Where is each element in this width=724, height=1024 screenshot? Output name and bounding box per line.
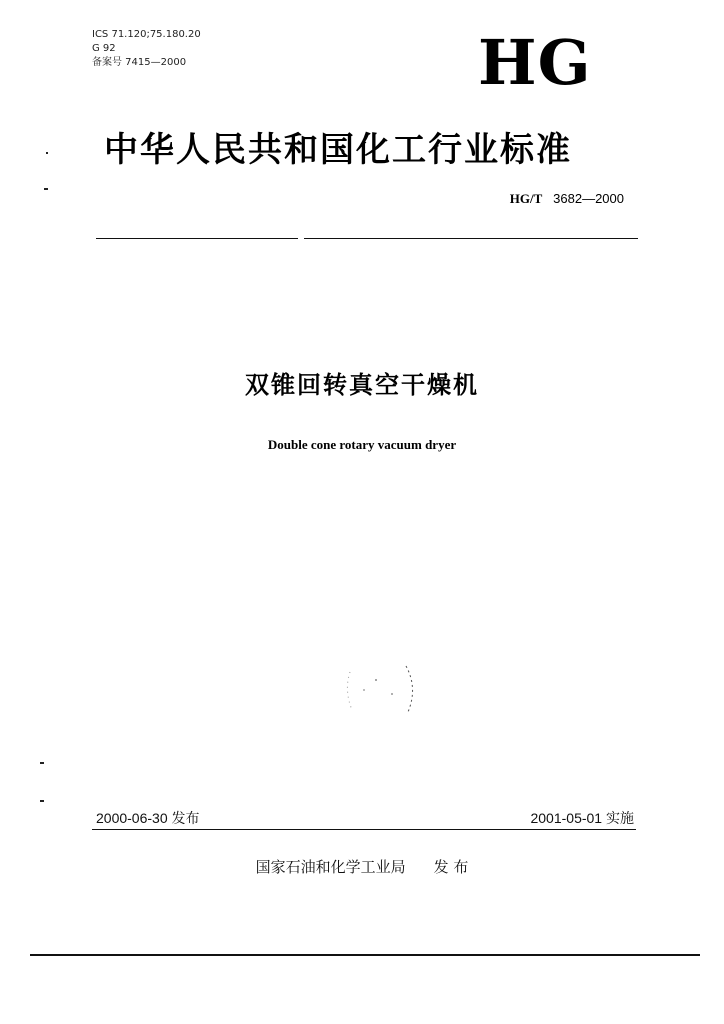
ics-code: ICS 71.120;75.180.20 <box>92 29 201 40</box>
publisher-line <box>0 856 724 878</box>
date-rule <box>92 829 636 830</box>
header-rule-left <box>96 238 298 239</box>
standard-number-value: 3682—2000 <box>553 191 624 206</box>
faint-stamp-mark <box>336 660 426 720</box>
bottom-rule <box>30 954 700 956</box>
scan-speck <box>46 152 48 154</box>
issue-date: 2000-06-30 发布 <box>96 810 200 826</box>
header-rule-right <box>304 238 638 239</box>
scan-speck <box>40 800 44 802</box>
scan-speck <box>44 188 48 190</box>
standard-number-prefix: HG/T <box>509 191 543 206</box>
standard-title: 中华人民共和国化工行业标准 <box>104 130 572 170</box>
document-title-english: Double cone rotary vacuum dryer <box>267 437 457 452</box>
industry-code-logo: HG <box>478 26 592 99</box>
ccs-code: G 92 <box>92 43 116 54</box>
filing-number: 备案号 7415—2000 <box>92 57 187 68</box>
document-title-chinese: 双锥回转真空干燥机 <box>245 371 479 399</box>
publisher-name: 国家石油和化学工业局 <box>255 858 406 876</box>
publish-word: 发 布 <box>433 858 469 876</box>
implementation-date: 2001-05-01 实施 <box>530 810 634 826</box>
metadata-block <box>92 28 201 70</box>
standard-number <box>510 190 624 208</box>
scan-speck <box>40 762 44 764</box>
